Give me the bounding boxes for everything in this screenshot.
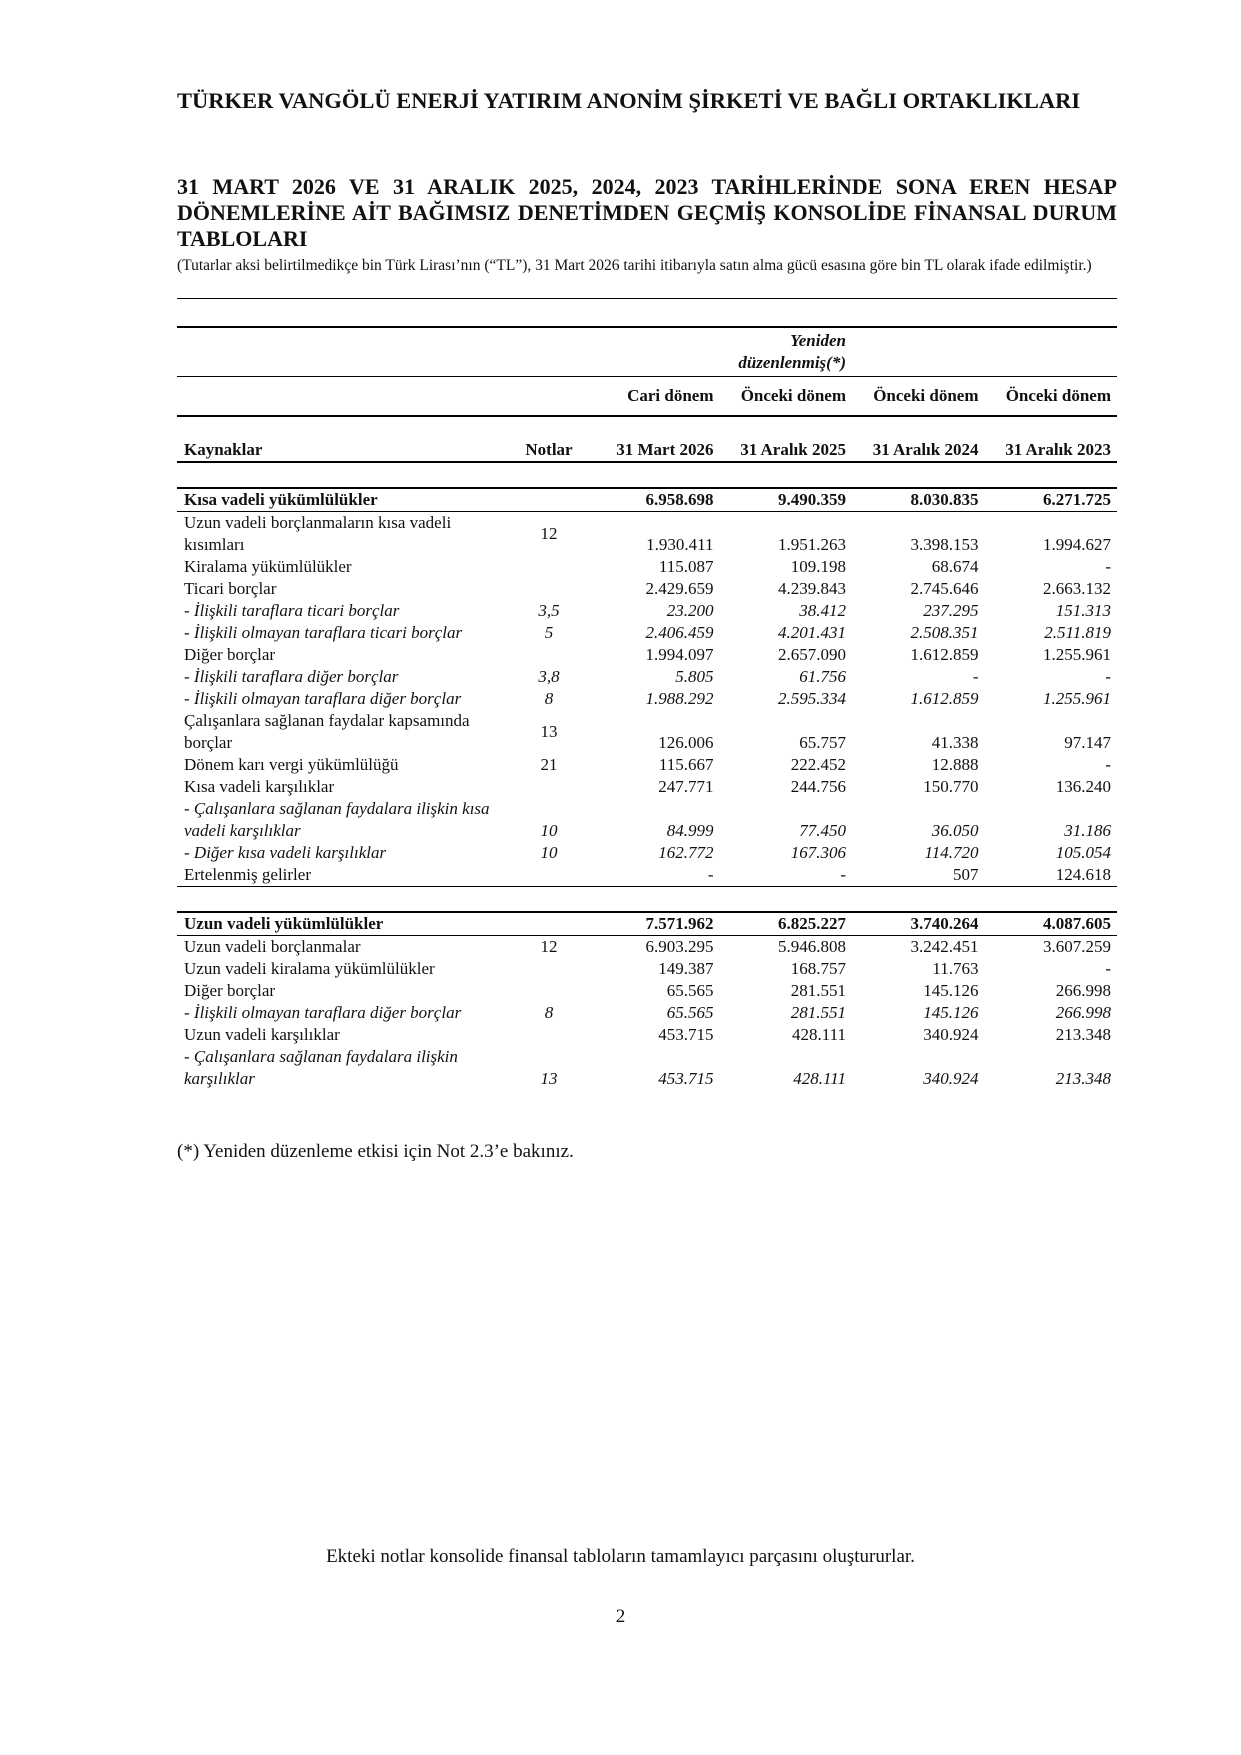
row-value: 340.924	[923, 1069, 979, 1088]
row-value: 453.715	[658, 1069, 714, 1088]
restated-label: Yeniden düzenlenmiş(*)	[720, 327, 853, 377]
row-value: -	[1105, 959, 1111, 978]
row-label: - İlişkili taraflara ticari borçlar	[184, 601, 400, 620]
row-note: 3,8	[538, 667, 560, 686]
spacer-cell	[177, 462, 511, 488]
table-row	[177, 644, 1117, 666]
row-note	[511, 864, 587, 887]
table-row	[177, 842, 1117, 864]
table-row	[177, 754, 1117, 776]
row-value: 3.607.259	[1043, 937, 1111, 956]
row-label: Kiralama yükümlülükler	[184, 557, 352, 576]
row-note: 10	[540, 821, 558, 840]
row-note: 13	[540, 1069, 558, 1088]
date-header-row	[177, 416, 1117, 462]
note-cell	[511, 912, 587, 936]
row-value: 1.994.097	[645, 645, 714, 664]
total-value: 6.825.227	[720, 912, 853, 936]
spacer-cell	[511, 887, 587, 913]
date-label: 31 Aralık 2023	[985, 416, 1118, 462]
spacer-cell	[587, 462, 720, 488]
total-value: 3.740.264	[852, 912, 985, 936]
row-label: - İlişkili olmayan taraflara diğer borçlar	[184, 1003, 462, 1022]
row-value: 114.720	[924, 843, 979, 862]
row-value: 124.618	[985, 864, 1118, 887]
row-value: 115.087	[658, 557, 714, 576]
row-note: 8	[544, 689, 554, 708]
spacer-cell	[852, 462, 985, 488]
row-value: 3.242.451	[910, 937, 979, 956]
row-value: 38.412	[799, 601, 846, 620]
row-note	[511, 1024, 587, 1046]
row-value: 3.398.153	[910, 535, 979, 554]
row-value: 2.511.819	[1044, 623, 1111, 642]
row-label: Uzun vadeli kiralama yükümlülükler	[184, 959, 435, 978]
notlar-header: Notlar	[511, 416, 587, 462]
row-label: Diğer borçlar	[184, 981, 276, 1000]
row-value: 4.239.843	[778, 579, 846, 598]
row-value: 167.306	[790, 843, 846, 862]
total-value: 6.958.698	[587, 488, 720, 512]
row-value: 266.998	[1055, 981, 1111, 1000]
table-row	[177, 776, 1117, 798]
row-value: 6.903.295	[645, 937, 714, 956]
section-title: Uzun vadeli yükümlülükler	[177, 912, 511, 936]
row-value: 1.612.859	[910, 689, 979, 708]
row-label: Ticari borçlar	[184, 579, 277, 598]
row-value: 2.508.351	[910, 623, 979, 642]
row-value: 281.551	[790, 1003, 846, 1022]
total-value: 7.571.962	[587, 912, 720, 936]
row-value: 428.111	[792, 1025, 846, 1044]
company-name: TÜRKER VANGÖLÜ ENERJİ YATIRIM ANONİM ŞİRKETİ VE BAĞLI ORTAKLIKLARI	[177, 88, 1081, 113]
spacer-cell	[985, 462, 1118, 488]
row-label: - Çalışanlara sağlanan faydalara ilişkin kısa vadeli karşılıklar	[184, 799, 490, 840]
row-value: 65.757	[799, 733, 846, 752]
row-note: 12	[540, 937, 558, 956]
spacer-cell	[720, 462, 853, 488]
period-label: Cari dönem	[587, 377, 720, 417]
table-row	[177, 710, 1117, 754]
spacer-row	[177, 462, 1117, 488]
row-note	[511, 776, 587, 798]
row-value: -	[1105, 755, 1111, 774]
note-cell	[511, 488, 587, 512]
row-value: 453.715	[658, 1025, 714, 1044]
total-value: 4.087.605	[985, 912, 1118, 936]
table-row	[177, 666, 1117, 688]
spacer-cell	[511, 462, 587, 488]
statement-title: 31 MART 2026 VE 31 ARALIK 2025, 2024, 2023 TARİHLERİNDE SONA EREN HESAP DÖNEMLERİNE AİT BAĞIMSIZ DENETİMDEN GEÇMİŞ KONSOLİDE FİNANSAL DURUM TABLOLARI	[177, 174, 1117, 251]
row-label: Diğer borçlar	[184, 645, 276, 664]
footer-statement: Ekteki notlar konsolide finansal tabloların tamamlayıcı parçasını oluştururlar.	[326, 1546, 915, 1567]
row-value: 2.657.090	[778, 645, 846, 664]
section-total-row	[177, 912, 1117, 936]
row-value: 105.054	[1055, 843, 1111, 862]
row-label: Ertelenmiş gelirler	[177, 864, 511, 887]
row-value: 2.745.646	[910, 579, 979, 598]
row-value: -	[972, 667, 979, 686]
spacer-cell	[177, 887, 511, 913]
row-value: 65.565	[666, 1003, 714, 1022]
row-value: 2.406.459	[645, 623, 714, 642]
row-value: 77.450	[799, 821, 846, 840]
table-row	[177, 1002, 1117, 1024]
row-note: 21	[540, 755, 558, 774]
row-value: 507	[852, 864, 985, 887]
row-value: 237.295	[923, 601, 979, 620]
table-row	[177, 936, 1117, 959]
spacer-cell	[852, 887, 985, 913]
row-value: 68.674	[931, 557, 979, 576]
date-label: 31 Aralık 2025	[720, 416, 853, 462]
row-label: - Diğer kısa vadeli karşılıklar	[184, 843, 387, 862]
row-value: -	[1105, 557, 1111, 576]
row-value: 31.186	[1064, 821, 1111, 840]
row-note	[511, 958, 587, 980]
row-value: 115.667	[658, 755, 714, 774]
row-value: 151.313	[1055, 601, 1111, 620]
row-value: -	[1105, 667, 1111, 686]
table-row	[177, 864, 1117, 887]
row-label: - İlişkili olmayan taraflara ticari borçlar	[184, 623, 463, 642]
row-value: 1.612.859	[910, 645, 979, 664]
section-total-row	[177, 488, 1117, 512]
table-row	[177, 578, 1117, 600]
row-note	[511, 556, 587, 578]
total-value: 6.271.725	[985, 488, 1118, 512]
row-value: 145.126	[923, 1003, 979, 1022]
row-value: 428.111	[793, 1069, 846, 1088]
row-value: -	[587, 864, 720, 887]
table-row	[177, 1024, 1117, 1046]
section-title: Kısa vadeli yükümlülükler	[177, 488, 511, 512]
row-label: Kısa vadeli karşılıklar	[184, 777, 335, 796]
row-value: 213.348	[1055, 1025, 1111, 1044]
row-value: 1.988.292	[645, 689, 714, 708]
date-label: 31 Mart 2026	[587, 416, 720, 462]
row-value: 1.951.263	[778, 535, 846, 554]
row-label: - Çalışanlara sağlanan faydalara ilişkin karşılıklar	[184, 1047, 458, 1088]
row-value: 168.757	[790, 959, 846, 978]
total-value: 8.030.835	[852, 488, 985, 512]
row-value: 11.763	[932, 959, 979, 978]
row-value: 126.006	[658, 733, 714, 752]
period-header-row	[177, 377, 1117, 417]
row-value: 109.198	[790, 557, 846, 576]
row-label: Uzun vadeli borçlanmalar	[184, 937, 361, 956]
row-value: 1.930.411	[646, 535, 714, 554]
header-divider	[177, 298, 1117, 299]
spacer-cell	[587, 887, 720, 913]
financial-position-table	[177, 326, 1117, 1090]
row-label: Uzun vadeli karşılıklar	[184, 1025, 340, 1044]
row-note: 5	[544, 623, 554, 642]
row-value: 12.888	[931, 755, 979, 774]
row-value: 5.946.808	[778, 937, 846, 956]
row-note	[511, 644, 587, 666]
row-value: 222.452	[790, 755, 846, 774]
row-value: 41.338	[931, 733, 979, 752]
period-label: Önceki dönem	[720, 377, 853, 417]
row-value: 65.565	[666, 981, 714, 1000]
row-note	[511, 980, 587, 1002]
table-row	[177, 622, 1117, 644]
table-row	[177, 1046, 1117, 1090]
row-value: 4.201.431	[778, 623, 846, 642]
row-value: -	[720, 864, 853, 887]
row-value: 5.805	[675, 667, 714, 686]
row-label: Dönem karı vergi yükümlülüğü	[184, 755, 399, 774]
spacer-cell	[985, 887, 1118, 913]
spacer-row	[177, 887, 1117, 913]
restated-header-row	[177, 327, 1117, 377]
row-value: 36.050	[931, 821, 979, 840]
row-note: 10	[540, 843, 558, 862]
table-row	[177, 600, 1117, 622]
table-row	[177, 556, 1117, 578]
total-value: 9.490.359	[720, 488, 853, 512]
table-row	[177, 958, 1117, 980]
row-value: 1.255.961	[1043, 689, 1111, 708]
row-label: Uzun vadeli borçlanmaların kısa vadeli kısımları	[184, 513, 452, 554]
row-value: 340.924	[923, 1025, 979, 1044]
row-value: 247.771	[658, 777, 714, 796]
restatement-footnote: (*) Yeniden düzenleme etkisi için Not 2.3’e bakınız.	[177, 1141, 574, 1162]
row-value: 149.387	[658, 959, 714, 978]
page-number: 2	[615, 1606, 626, 1627]
row-value: 150.770	[923, 777, 979, 796]
row-value: 281.551	[790, 981, 846, 1000]
row-note: 13	[540, 722, 558, 741]
spacer-cell	[720, 887, 853, 913]
table-row	[177, 688, 1117, 710]
table-row	[177, 512, 1117, 557]
row-value: 61.756	[799, 667, 846, 686]
row-note: 12	[540, 524, 558, 543]
date-label: 31 Aralık 2024	[852, 416, 985, 462]
row-value: 145.126	[923, 981, 979, 1000]
row-note: 3,5	[538, 601, 560, 620]
row-value: 97.147	[1064, 733, 1111, 752]
row-value: 23.200	[666, 601, 714, 620]
row-label: Çalışanlara sağlanan faydalar kapsamında borçlar	[184, 711, 470, 752]
table-row	[177, 980, 1117, 1002]
table-row	[177, 798, 1117, 842]
row-label: - İlişkili taraflara diğer borçlar	[184, 667, 399, 686]
row-value: 2.429.659	[645, 579, 714, 598]
row-value: 213.348	[1055, 1069, 1111, 1088]
row-value: 2.663.132	[1043, 579, 1111, 598]
row-value: 136.240	[1055, 777, 1111, 796]
row-note	[511, 578, 587, 600]
currency-note: (Tutarlar aksi belirtilmedikçe bin Türk Lirası’nın (“TL”), 31 Mart 2026 tarihi itibarıyla satın alma gücü esasına göre bin TL olarak ifade edilmiştir.)	[177, 257, 1092, 274]
row-value: 244.756	[790, 777, 846, 796]
row-value: 1.255.961	[1043, 645, 1111, 664]
row-value: 84.999	[666, 821, 714, 840]
row-value: 266.998	[1055, 1003, 1111, 1022]
row-value: 1.994.627	[1043, 535, 1111, 554]
row-value: 2.595.334	[778, 689, 846, 708]
row-note: 8	[544, 1003, 554, 1022]
row-label: - İlişkili olmayan taraflara diğer borçlar	[184, 689, 462, 708]
period-label: Önceki dönem	[852, 377, 985, 417]
kaynaklar-header: Kaynaklar	[177, 416, 511, 462]
period-label: Önceki dönem	[985, 377, 1118, 417]
row-value: 162.772	[658, 843, 714, 862]
